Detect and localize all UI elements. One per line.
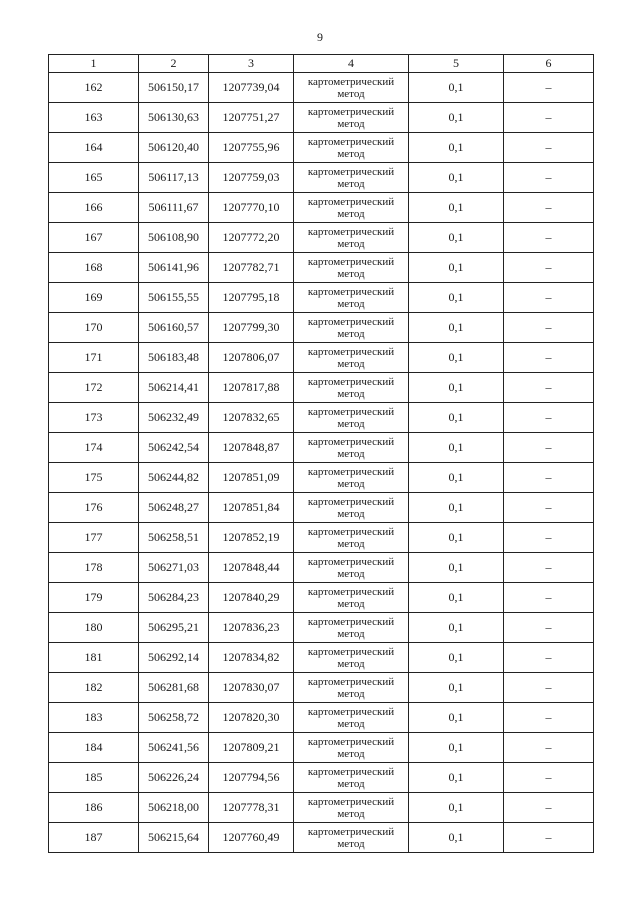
table-row (49, 433, 594, 463)
method-line-1: картометрический (307, 615, 395, 628)
table-row (49, 793, 594, 823)
method-line-2: метод (337, 417, 365, 430)
point-number-cell: 183 (49, 703, 139, 733)
coordinates-table (48, 54, 594, 853)
method-cell (294, 643, 409, 673)
point-number-cell: 185 (49, 763, 139, 793)
precision-cell: 0,1 (409, 73, 504, 103)
x-coordinate-cell: 506218,00 (139, 793, 209, 823)
table-row (49, 703, 594, 733)
method-cell (294, 163, 409, 193)
point-number-cell: 184 (49, 733, 139, 763)
method-line-2: метод (337, 477, 365, 490)
method-line-2: метод (337, 507, 365, 520)
note-cell: – (504, 283, 594, 313)
method-cell (294, 523, 409, 553)
y-coordinate-cell: 1207830,07 (209, 673, 294, 703)
point-number-cell: 169 (49, 283, 139, 313)
point-number-cell: 180 (49, 613, 139, 643)
table-row (49, 553, 594, 583)
x-coordinate-cell: 506214,41 (139, 373, 209, 403)
y-coordinate-cell: 1207755,96 (209, 133, 294, 163)
x-coordinate-cell: 506241,56 (139, 733, 209, 763)
precision-cell: 0,1 (409, 523, 504, 553)
point-number-cell: 167 (49, 223, 139, 253)
method-line-2: метод (337, 597, 365, 610)
y-coordinate-cell: 1207851,09 (209, 463, 294, 493)
y-coordinate-cell: 1207817,88 (209, 373, 294, 403)
x-coordinate-cell: 506117,13 (139, 163, 209, 193)
x-coordinate-cell: 506232,49 (139, 403, 209, 433)
method-cell (294, 553, 409, 583)
page-number: 9 (317, 30, 323, 44)
note-cell: – (504, 373, 594, 403)
x-coordinate-cell: 506281,68 (139, 673, 209, 703)
x-coordinate-cell: 506150,17 (139, 73, 209, 103)
x-coordinate-cell: 506215,64 (139, 823, 209, 853)
method-line-2: метод (337, 567, 365, 580)
method-cell (294, 703, 409, 733)
method-cell (294, 343, 409, 373)
method-cell (294, 673, 409, 703)
method-line-2: метод (337, 537, 365, 550)
method-line-2: метод (337, 687, 365, 700)
method-line-2: метод (337, 327, 365, 340)
table-row (49, 643, 594, 673)
point-number-cell: 163 (49, 103, 139, 133)
column-header-1: 1 (49, 55, 139, 73)
table-row (49, 103, 594, 133)
method-line-2: метод (337, 777, 365, 790)
y-coordinate-cell: 1207759,03 (209, 163, 294, 193)
point-number-cell: 164 (49, 133, 139, 163)
y-coordinate-cell: 1207782,71 (209, 253, 294, 283)
column-header-2: 2 (139, 55, 209, 73)
point-number-cell: 162 (49, 73, 139, 103)
method-line-2: метод (337, 147, 365, 160)
y-coordinate-cell: 1207794,56 (209, 763, 294, 793)
precision-cell: 0,1 (409, 703, 504, 733)
method-cell (294, 433, 409, 463)
method-cell (294, 613, 409, 643)
precision-cell: 0,1 (409, 493, 504, 523)
note-cell: – (504, 763, 594, 793)
method-line-1: картометрический (307, 555, 395, 568)
x-coordinate-cell: 506141,96 (139, 253, 209, 283)
table-row (49, 463, 594, 493)
precision-cell: 0,1 (409, 403, 504, 433)
x-coordinate-cell: 506258,51 (139, 523, 209, 553)
y-coordinate-cell: 1207806,07 (209, 343, 294, 373)
point-number-cell: 177 (49, 523, 139, 553)
precision-cell: 0,1 (409, 763, 504, 793)
method-line-2: метод (337, 177, 365, 190)
method-line-1: картометрический (307, 195, 395, 208)
precision-cell: 0,1 (409, 373, 504, 403)
method-cell (294, 733, 409, 763)
note-cell: – (504, 133, 594, 163)
y-coordinate-cell: 1207848,87 (209, 433, 294, 463)
precision-cell: 0,1 (409, 103, 504, 133)
method-line-1: картометрический (307, 225, 395, 238)
method-line-1: картометрический (307, 825, 395, 838)
precision-cell: 0,1 (409, 313, 504, 343)
method-cell (294, 793, 409, 823)
method-cell (294, 823, 409, 853)
note-cell: – (504, 343, 594, 373)
point-number-cell: 172 (49, 373, 139, 403)
note-cell: – (504, 163, 594, 193)
method-line-2: метод (337, 657, 365, 670)
method-line-1: картометрический (307, 585, 395, 598)
precision-cell: 0,1 (409, 193, 504, 223)
table-row (49, 823, 594, 853)
point-number-cell: 187 (49, 823, 139, 853)
point-number-cell: 174 (49, 433, 139, 463)
method-line-1: картометрический (307, 375, 395, 388)
table-row (49, 163, 594, 193)
precision-cell: 0,1 (409, 673, 504, 703)
method-line-2: метод (337, 297, 365, 310)
x-coordinate-cell: 506160,57 (139, 313, 209, 343)
x-coordinate-cell: 506120,40 (139, 133, 209, 163)
method-line-1: картометрический (307, 165, 395, 178)
point-number-cell: 166 (49, 193, 139, 223)
table-row (49, 583, 594, 613)
method-line-1: картометрический (307, 795, 395, 808)
table-row (49, 343, 594, 373)
point-number-cell: 176 (49, 493, 139, 523)
table-row (49, 193, 594, 223)
table-row (49, 313, 594, 343)
column-header-5: 5 (409, 55, 504, 73)
y-coordinate-cell: 1207832,65 (209, 403, 294, 433)
note-cell: – (504, 193, 594, 223)
method-cell (294, 583, 409, 613)
point-number-cell: 165 (49, 163, 139, 193)
table-row (49, 403, 594, 433)
method-line-2: метод (337, 447, 365, 460)
method-cell (294, 193, 409, 223)
method-line-1: картометрический (307, 345, 395, 358)
x-coordinate-cell: 506292,14 (139, 643, 209, 673)
header-row (49, 55, 594, 73)
method-line-2: метод (337, 807, 365, 820)
note-cell: – (504, 583, 594, 613)
point-number-cell: 173 (49, 403, 139, 433)
y-coordinate-cell: 1207772,20 (209, 223, 294, 253)
y-coordinate-cell: 1207834,82 (209, 643, 294, 673)
method-line-1: картометрический (307, 255, 395, 268)
table-header (49, 55, 594, 73)
x-coordinate-cell: 506183,48 (139, 343, 209, 373)
precision-cell: 0,1 (409, 553, 504, 583)
method-line-2: метод (337, 837, 365, 850)
note-cell: – (504, 493, 594, 523)
note-cell: – (504, 103, 594, 133)
note-cell: – (504, 253, 594, 283)
method-line-1: картометрический (307, 675, 395, 688)
method-cell (294, 133, 409, 163)
point-number-cell: 186 (49, 793, 139, 823)
precision-cell: 0,1 (409, 253, 504, 283)
precision-cell: 0,1 (409, 793, 504, 823)
x-coordinate-cell: 506226,24 (139, 763, 209, 793)
method-cell (294, 313, 409, 343)
note-cell: – (504, 403, 594, 433)
precision-cell: 0,1 (409, 283, 504, 313)
note-cell: – (504, 673, 594, 703)
y-coordinate-cell: 1207760,49 (209, 823, 294, 853)
method-line-2: метод (337, 207, 365, 220)
point-number-cell: 179 (49, 583, 139, 613)
table-row (49, 223, 594, 253)
x-coordinate-cell: 506244,82 (139, 463, 209, 493)
point-number-cell: 170 (49, 313, 139, 343)
precision-cell: 0,1 (409, 583, 504, 613)
precision-cell: 0,1 (409, 613, 504, 643)
table-row (49, 373, 594, 403)
x-coordinate-cell: 506155,55 (139, 283, 209, 313)
method-cell (294, 373, 409, 403)
method-line-2: метод (337, 117, 365, 130)
table-row (49, 253, 594, 283)
precision-cell: 0,1 (409, 643, 504, 673)
point-number-cell: 171 (49, 343, 139, 373)
method-line-2: метод (337, 87, 365, 100)
x-coordinate-cell: 506242,54 (139, 433, 209, 463)
method-cell (294, 463, 409, 493)
x-coordinate-cell: 506130,63 (139, 103, 209, 133)
y-coordinate-cell: 1207809,21 (209, 733, 294, 763)
precision-cell: 0,1 (409, 463, 504, 493)
method-line-1: картометрический (307, 405, 395, 418)
method-line-2: метод (337, 357, 365, 370)
table-row (49, 133, 594, 163)
method-line-1: картометрический (307, 75, 395, 88)
table-row (49, 763, 594, 793)
method-line-1: картометрический (307, 705, 395, 718)
method-line-2: метод (337, 717, 365, 730)
note-cell: – (504, 703, 594, 733)
column-header-3: 3 (209, 55, 294, 73)
y-coordinate-cell: 1207851,84 (209, 493, 294, 523)
y-coordinate-cell: 1207751,27 (209, 103, 294, 133)
y-coordinate-cell: 1207852,19 (209, 523, 294, 553)
table-row (49, 493, 594, 523)
precision-cell: 0,1 (409, 433, 504, 463)
note-cell: – (504, 643, 594, 673)
method-line-1: картометрический (307, 735, 395, 748)
method-line-1: картометрический (307, 465, 395, 478)
method-line-1: картометрический (307, 765, 395, 778)
method-line-1: картометрический (307, 285, 395, 298)
table-body (49, 73, 594, 853)
method-line-2: метод (337, 237, 365, 250)
method-line-1: картометрический (307, 105, 395, 118)
column-header-4: 4 (294, 55, 409, 73)
x-coordinate-cell: 506248,27 (139, 493, 209, 523)
method-cell (294, 493, 409, 523)
note-cell: – (504, 433, 594, 463)
note-cell: – (504, 793, 594, 823)
point-number-cell: 168 (49, 253, 139, 283)
y-coordinate-cell: 1207836,23 (209, 613, 294, 643)
x-coordinate-cell: 506111,67 (139, 193, 209, 223)
precision-cell: 0,1 (409, 343, 504, 373)
precision-cell: 0,1 (409, 733, 504, 763)
table-row (49, 283, 594, 313)
table-row (49, 73, 594, 103)
precision-cell: 0,1 (409, 223, 504, 253)
method-cell (294, 403, 409, 433)
method-line-1: картометрический (307, 135, 395, 148)
point-number-cell: 181 (49, 643, 139, 673)
point-number-cell: 178 (49, 553, 139, 583)
note-cell: – (504, 463, 594, 493)
method-cell (294, 253, 409, 283)
table-row (49, 673, 594, 703)
method-line-2: метод (337, 747, 365, 760)
y-coordinate-cell: 1207795,18 (209, 283, 294, 313)
method-cell (294, 103, 409, 133)
method-cell (294, 763, 409, 793)
method-line-2: метод (337, 267, 365, 280)
column-header-6: 6 (504, 55, 594, 73)
note-cell: – (504, 523, 594, 553)
method-line-2: метод (337, 627, 365, 640)
precision-cell: 0,1 (409, 823, 504, 853)
point-number-cell: 175 (49, 463, 139, 493)
method-line-1: картометрический (307, 315, 395, 328)
y-coordinate-cell: 1207778,31 (209, 793, 294, 823)
y-coordinate-cell: 1207799,30 (209, 313, 294, 343)
method-line-1: картометрический (307, 645, 395, 658)
method-line-1: картометрический (307, 525, 395, 538)
y-coordinate-cell: 1207739,04 (209, 73, 294, 103)
x-coordinate-cell: 506258,72 (139, 703, 209, 733)
table-row (49, 523, 594, 553)
y-coordinate-cell: 1207848,44 (209, 553, 294, 583)
x-coordinate-cell: 506108,90 (139, 223, 209, 253)
method-line-1: картометрический (307, 495, 395, 508)
note-cell: – (504, 733, 594, 763)
precision-cell: 0,1 (409, 133, 504, 163)
point-number-cell: 182 (49, 673, 139, 703)
note-cell: – (504, 823, 594, 853)
y-coordinate-cell: 1207840,29 (209, 583, 294, 613)
table-row (49, 733, 594, 763)
x-coordinate-cell: 506295,21 (139, 613, 209, 643)
note-cell: – (504, 73, 594, 103)
y-coordinate-cell: 1207820,30 (209, 703, 294, 733)
method-cell (294, 223, 409, 253)
precision-cell: 0,1 (409, 163, 504, 193)
x-coordinate-cell: 506284,23 (139, 583, 209, 613)
method-line-1: картометрический (307, 435, 395, 448)
y-coordinate-cell: 1207770,10 (209, 193, 294, 223)
note-cell: – (504, 553, 594, 583)
x-coordinate-cell: 506271,03 (139, 553, 209, 583)
method-cell (294, 73, 409, 103)
note-cell: – (504, 313, 594, 343)
table-row (49, 613, 594, 643)
method-line-2: метод (337, 387, 365, 400)
method-cell (294, 283, 409, 313)
note-cell: – (504, 223, 594, 253)
note-cell: – (504, 613, 594, 643)
